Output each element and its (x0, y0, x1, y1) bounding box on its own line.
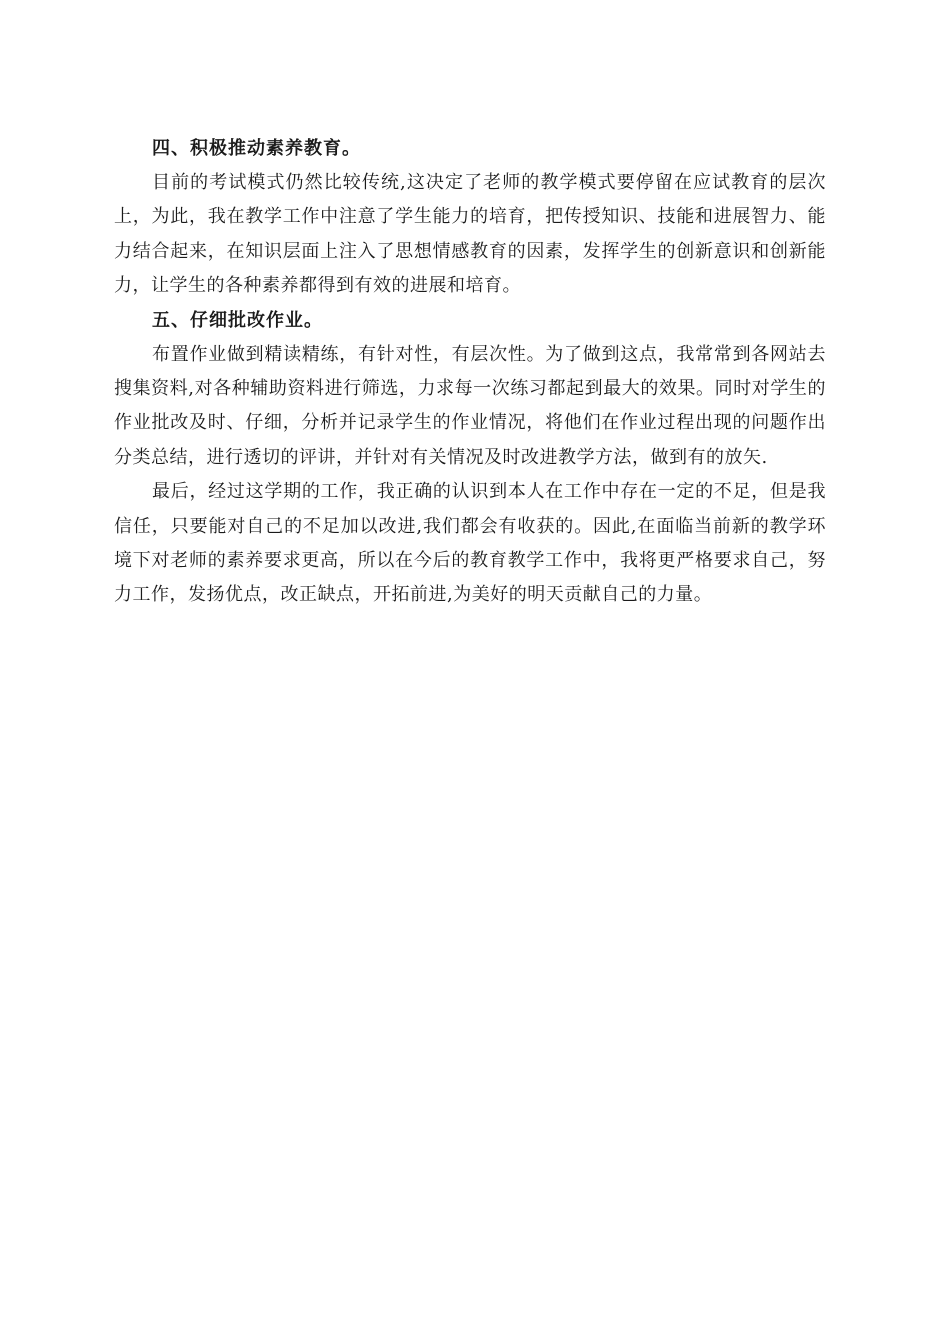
section-5-paragraph: 布置作业做到精读精练，有针对性，有层次性。为了做到这点，我常常到各网站去搜集资料,对各种辅助资料进行筛选，力求每一次练习都起到最大的效果。同时对学生的作业批改及时、仔细，分析并记录学生的作业情况，将他们在作业过程出现的问题作出分类总结，进行透切的评讲，并针对有关情况及时改进教学方法，做到有的放矢. (114, 343, 826, 468)
section-5-heading: 五、仔细批改作业。 (152, 309, 323, 331)
section-4-paragraph: 目前的考试模式仍然比较传统,这决定了老师的教学模式要停留在应试教育的层次上，为此，我在教学工作中注意了学生能力的培育，把传授知识、技能和进展智力、能力结合起来，在知识层面上注入了思想情感教育的因素，发挥学生的创新意识和创新能力，让学生的各种素养都得到有效的进展和培育。 (114, 172, 826, 297)
conclusion-paragraph: 最后，经过这学期的工作，我正确的认识到本人在工作中存在一定的不足，但是我信任，只要能对自己的不足加以改进,我们都会有收获的。因此,在面临当前新的教学环境下对老师的素养要求更高，所以在今后的教育教学工作中，我将更严格要求自己，努力工作，发扬优点，改正缺点，开拓前进,为美好的明天贡献自己的力量。 (114, 481, 826, 606)
section-4-heading: 四、积极推动素养教育。 (152, 138, 361, 159)
document-body (114, 132, 826, 613)
